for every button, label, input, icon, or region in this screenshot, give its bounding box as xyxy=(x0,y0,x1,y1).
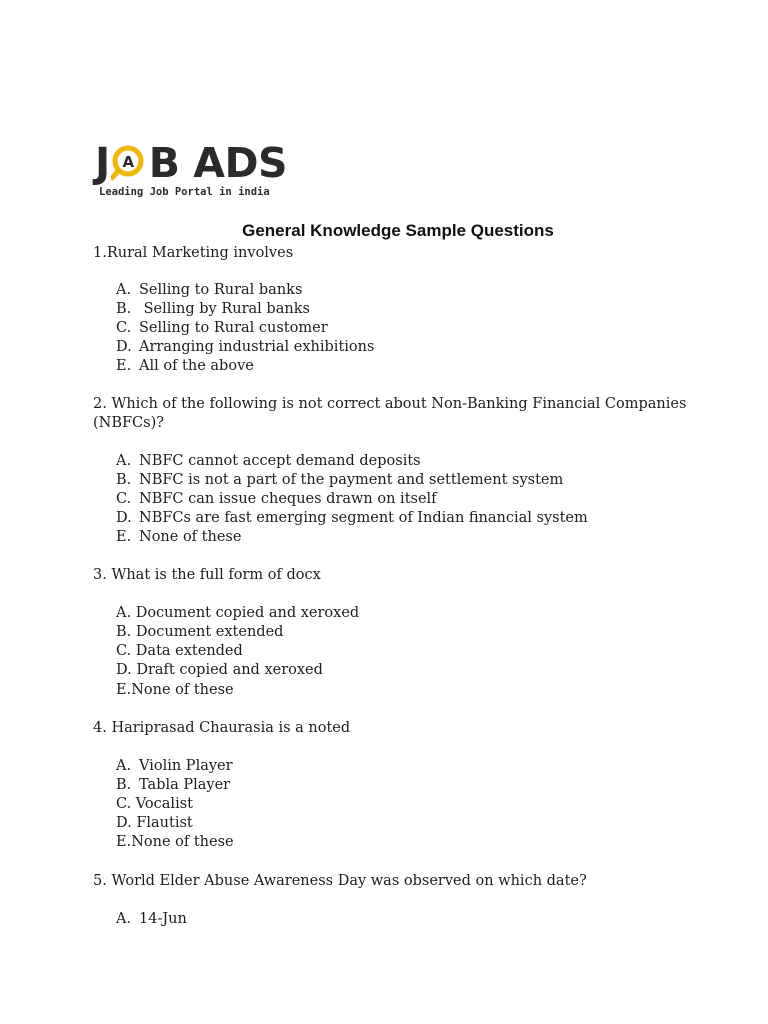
q3-option-b: B. Document extended xyxy=(116,624,284,640)
question-5: 5. World Elder Abuse Awareness Day was observed on which date? xyxy=(93,873,587,889)
q4-option-d: D. Flautist xyxy=(116,815,193,831)
option-text: Selling to Rural banks xyxy=(139,282,303,298)
q1-option-d xyxy=(116,338,374,357)
option-text: NBFC is not a part of the payment and settlement system xyxy=(139,472,564,488)
q4-option-c: C. Vocalist xyxy=(116,796,193,812)
svg-text:A: A xyxy=(122,153,134,171)
q2-option-a xyxy=(116,452,421,471)
question-3: 3. What is the full form of docx xyxy=(93,567,321,583)
q3-option-d: D. Draft copied and xeroxed xyxy=(116,662,323,678)
q2-option-b xyxy=(116,471,563,490)
page-title: General Knowledge Sample Questions xyxy=(242,221,554,240)
q3-option-a: A. Document copied and xeroxed xyxy=(116,605,360,621)
q2-option-d xyxy=(116,509,588,528)
option-text: Violin Player xyxy=(139,758,233,774)
question-4: 4. Hariprasad Chaurasia is a noted xyxy=(93,720,351,736)
q1-option-b xyxy=(116,300,310,319)
option-letter: E. xyxy=(116,529,132,545)
option-text: None of these xyxy=(139,529,242,545)
question-2: 2. Which of the following is not correct about Non-Banking Financial Companies xyxy=(93,396,687,412)
option-text: Selling to Rural customer xyxy=(139,320,328,336)
option-text: Arranging industrial exhibitions xyxy=(139,339,375,355)
q4-option-b xyxy=(116,776,230,795)
option-letter: B. xyxy=(116,301,132,317)
q1-option-a xyxy=(116,281,302,300)
question-1: 1.Rural Marketing involves xyxy=(93,245,294,261)
option-text: NBFC can issue cheques drawn on itself xyxy=(139,491,437,507)
option-letter: C. xyxy=(116,320,132,336)
option-text: NBFCs are fast emerging segment of Indian financial system xyxy=(139,510,588,526)
option-text: Selling by Rural banks xyxy=(139,301,310,317)
jobads-logo xyxy=(93,139,288,202)
logo-wordmark-left: J xyxy=(95,139,110,187)
option-letter: B. xyxy=(116,777,132,793)
option-text: 14-Jun xyxy=(139,911,187,927)
option-letter: D. xyxy=(116,510,132,526)
magnifier-icon xyxy=(111,144,148,181)
q5-option-a xyxy=(116,910,187,929)
option-letter: A. xyxy=(116,911,132,927)
option-letter: E. xyxy=(116,358,132,374)
q1-option-c xyxy=(116,319,328,338)
logo-wordmark xyxy=(95,140,287,186)
option-letter: B. xyxy=(116,472,132,488)
q3-option-c: C. Data extended xyxy=(116,643,243,659)
option-letter: A. xyxy=(116,758,132,774)
option-text: All of the above xyxy=(139,358,254,374)
question-2-continued: (NBFCs)? xyxy=(93,415,165,431)
option-letter: D. xyxy=(116,339,132,355)
q2-option-c xyxy=(116,490,437,509)
q1-option-e xyxy=(116,357,254,376)
q3-option-e: E.None of these xyxy=(116,682,234,698)
q4-option-a xyxy=(116,757,233,776)
option-text: NBFC cannot accept demand deposits xyxy=(139,453,421,469)
logo-tagline: Leading Job Portal in india xyxy=(99,186,270,198)
option-letter: A. xyxy=(116,453,132,469)
q2-option-e xyxy=(116,528,241,547)
option-letter: C. xyxy=(116,491,132,507)
logo-wordmark-right: B ADS xyxy=(148,139,288,187)
option-letter: A. xyxy=(116,282,132,298)
option-text: Tabla Player xyxy=(139,777,231,793)
q4-option-e: E.None of these xyxy=(116,834,234,850)
